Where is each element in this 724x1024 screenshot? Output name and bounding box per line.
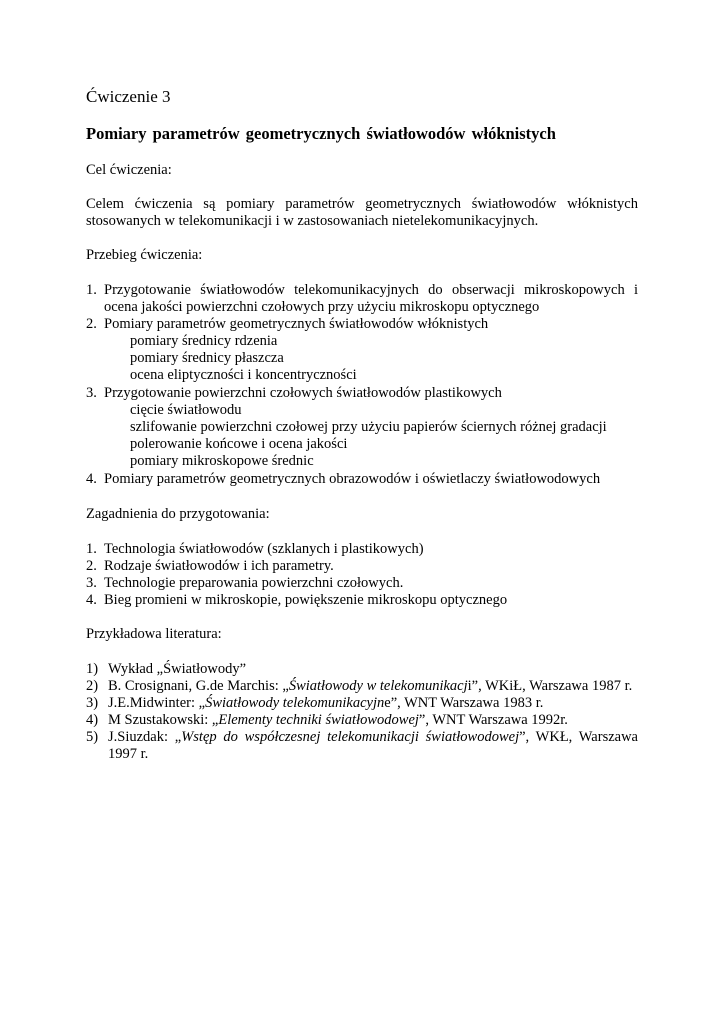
cel-text-line-1: Celem ćwiczenia są pomiary parametrów geometrycznych światłowodów włóknistych (86, 196, 638, 212)
reference-author: J.Siuzdak: „ (108, 729, 182, 745)
reference-publisher: ”, WKŁ, Warszawa (519, 729, 638, 745)
reference-author: J.E.Midwinter: „ (108, 695, 206, 711)
list-number: 3) (86, 695, 99, 711)
reference-publisher: ”, WNT Warszawa 1992r. (418, 712, 568, 728)
sub-item: cięcie światłowodu (130, 402, 242, 418)
list-number: 3. (86, 385, 97, 401)
cel-text-line-2: stosowanych w telekomunikacji i w zastosowaniach nietelekomunikacyjnych. (86, 213, 539, 229)
sub-item: polerowanie końcowe i ocena jakości (130, 436, 348, 452)
list-item-continuation: ocena jakości powierzchni czołowych przy użyciu mikroskopu optycznego (104, 299, 540, 315)
exercise-heading: Ćwiczenie 3 (86, 87, 171, 106)
literatura-label: Przykładowa literatura: (86, 626, 222, 642)
list-number: 3. (86, 575, 97, 591)
sub-item: ocena eliptyczności i koncentryczności (130, 367, 357, 383)
reference-author: M Szustakowski: „ (108, 712, 219, 728)
reference-publisher: i”, WKiŁ, Warszawa 1987 r. (467, 678, 633, 694)
reference-item (108, 678, 632, 695)
list-item: Bieg promieni w mikroskopie, powiększenie mikroskopu optycznego (104, 592, 508, 608)
list-item: Przygotowanie światłowodów telekomunikacyjnych do obserwacji mikroskopowych i (104, 282, 638, 298)
list-number: 4) (86, 712, 99, 728)
zagadnienia-label: Zagadnienia do przygotowania: (86, 506, 270, 522)
reference-title: Wstęp do współczesnej telekomunikacji światłowodowej (181, 729, 520, 745)
list-number: 4. (86, 471, 97, 487)
list-number: 2) (86, 678, 99, 694)
sub-item: szlifowanie powierzchni czołowej przy użyciu papierów ściernych różnej gradacji (130, 419, 607, 435)
reference-publisher: e”, WNT Warszawa 1983 r. (384, 695, 544, 711)
reference-text: Wykład „Światłowody” (108, 661, 247, 677)
reference-item (108, 712, 568, 729)
list-item: Pomiary parametrów geometrycznych światłowodów włóknistych (104, 316, 489, 332)
reference-title: Światłowody telekomunikacyjn (205, 695, 385, 711)
reference-title: Elementy techniki światłowodowej (218, 712, 419, 728)
reference-item (108, 661, 246, 678)
list-number: 1. (86, 282, 97, 298)
reference-item (108, 695, 543, 712)
list-item: Przygotowanie powierzchni czołowych światłowodów plastikowych (104, 385, 502, 401)
reference-title: Światłowody w telekomunikacj (288, 678, 468, 694)
list-number: 1) (86, 661, 99, 677)
document-title: Pomiary parametrów geometrycznych światłowodów włóknistych (86, 124, 556, 143)
list-number: 2. (86, 558, 97, 574)
list-number: 4. (86, 592, 97, 608)
przebieg-label: Przebieg ćwiczenia: (86, 247, 203, 263)
list-item: Rodzaje światłowodów i ich parametry. (104, 558, 334, 574)
reference-item (108, 729, 638, 746)
list-number: 1. (86, 541, 97, 557)
cel-label: Cel ćwiczenia: (86, 162, 172, 178)
list-item: Technologia światłowodów (szklanych i plastikowych) (104, 541, 424, 557)
list-item: Pomiary parametrów geometrycznych obrazowodów i oświetlaczy światłowodowych (104, 471, 601, 487)
reference-author: B. Crosignani, G.de Marchis: „ (108, 678, 289, 694)
sub-item: pomiary mikroskopowe średnic (130, 453, 314, 469)
reference-continuation: 1997 r. (108, 746, 149, 762)
sub-item: pomiary średnicy płaszcza (130, 350, 284, 366)
list-number: 2. (86, 316, 97, 332)
sub-item: pomiary średnicy rdzenia (130, 333, 278, 349)
list-number: 5) (86, 729, 99, 745)
list-item: Technologie preparowania powierzchni czołowych. (104, 575, 404, 591)
